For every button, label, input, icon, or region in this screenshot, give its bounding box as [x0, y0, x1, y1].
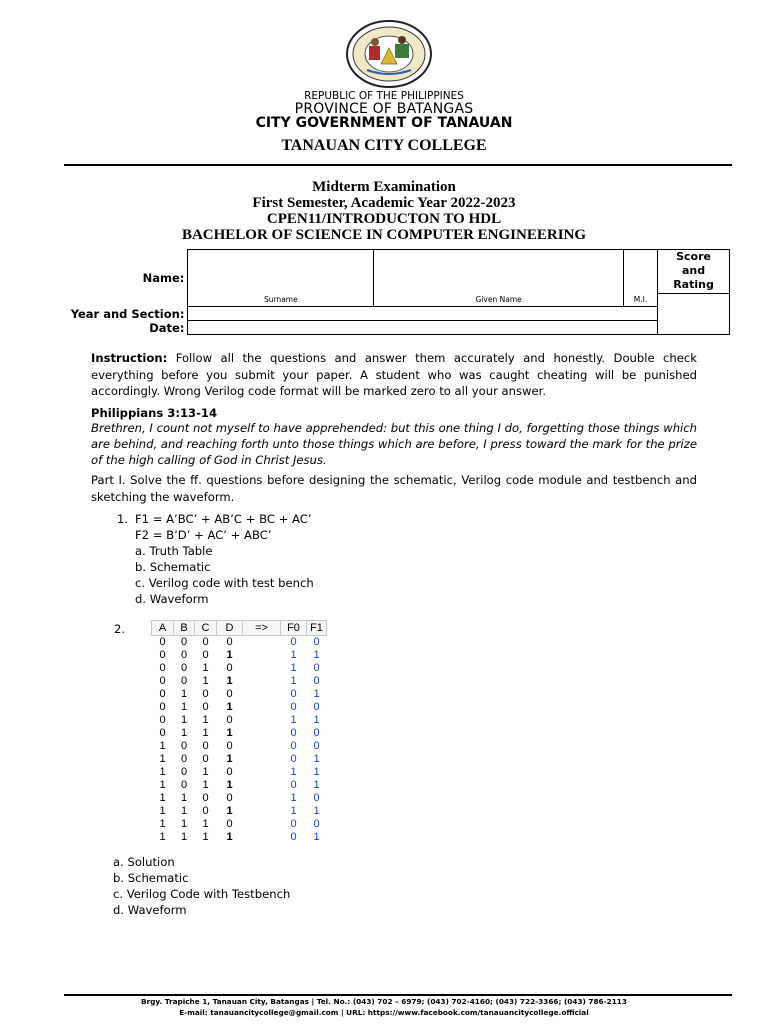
truth-table-cell: 1 [202, 714, 209, 726]
truth-table-cell: 1 [180, 792, 188, 804]
date-field[interactable] [188, 321, 658, 335]
course-title: CPEN11/INTRODUCTON TO HDL [266, 211, 502, 227]
truth-table-cell: 0 [159, 636, 166, 648]
truth-table-cell: 1 [180, 831, 188, 843]
truth-table-cell: 0 [180, 766, 188, 778]
truth-table-cell: 1 [180, 818, 188, 830]
truth-table-row [152, 675, 327, 688]
q1-f1-expression: F1 = A’BC’ + AB’C + BC + AC’ [135, 512, 312, 526]
truth-table-cell: 0 [159, 688, 166, 700]
q1-number: 1. [117, 512, 129, 526]
truth-table-cell: 0 [313, 792, 320, 804]
truth-table-cell: 0 [180, 675, 188, 687]
verse-text: Brethren, I count not myself to have apprehended: but this one thing I do, forgetting those things which are behind, and reaching forth unto those things which are before, I press toward the mark for the prize of the high calling of God in Christ Jesus. [91, 421, 697, 468]
truth-table-cell [243, 675, 281, 688]
truth-table-cell: 1 [313, 779, 320, 791]
truth-table-cell: 0 [180, 662, 188, 674]
score-label-3: Rating [673, 278, 714, 291]
truth-table-cell [243, 766, 281, 779]
truth-table-cell [243, 753, 281, 766]
truth-table-cell: 1 [313, 753, 320, 765]
q2-item-waveform: d. Waveform [113, 903, 187, 917]
truth-table-header: C [195, 621, 217, 636]
truth-table-header: B [174, 621, 195, 636]
province-line: PROVINCE OF BATANGAS [294, 101, 474, 117]
truth-table-cell: 1 [290, 766, 297, 778]
truth-table-cell: 0 [290, 727, 297, 739]
middle-initial-field[interactable] [624, 250, 658, 307]
truth-table-cell: 0 [180, 649, 188, 661]
truth-table-cell: 0 [290, 740, 297, 752]
truth-table-cell: 0 [290, 701, 297, 713]
college-name: TANAUAN CITY COLLEGE [281, 137, 487, 154]
truth-table-cell [243, 740, 281, 753]
truth-table-cell: 0 [226, 636, 233, 648]
truth-table-row [152, 792, 327, 805]
truth-table-cell: 1 [159, 818, 166, 830]
footer-email-url: E-mail: tanauancitycollege@gmail.com | URL: https://www.facebook.com/tanauancitycollege.official [179, 1008, 589, 1017]
truth-table-cell: 0 [290, 818, 297, 830]
truth-table-cell: 1 [226, 727, 233, 739]
truth-table-cell: 0 [180, 740, 188, 752]
truth-table-cell: 1 [313, 805, 320, 817]
truth-table-cell: 0 [313, 636, 320, 648]
truth-table-cell [243, 831, 281, 844]
truth-table-header: A [152, 621, 174, 636]
truth-table-cell: 0 [290, 688, 297, 700]
truth-table-cell [243, 792, 281, 805]
truth-table-cell: 1 [202, 675, 209, 687]
truth-table-cell: 1 [202, 779, 209, 791]
truth-table-cell: 0 [313, 662, 320, 674]
truth-table-cell: 0 [202, 740, 209, 752]
truth-table-cell: 1 [159, 792, 166, 804]
truth-table-cell: 1 [290, 805, 297, 817]
truth-table-cell: 1 [202, 818, 209, 830]
instruction-text: Follow all the questions and answer them accurately and honestly. Double check everything before you submit your paper. A student who was caught cheating will be punished accordingly. Wrong Verilog code format will be marked zero to all your answer. [91, 351, 698, 398]
date-label: Date: [149, 320, 185, 335]
truth-table-cell: 1 [202, 766, 209, 778]
truth-table-cell: 1 [226, 805, 233, 817]
truth-table-cell: 0 [159, 714, 166, 726]
q1-item-schematic: b. Schematic [135, 560, 211, 574]
truth-table-cell: 1 [159, 831, 166, 843]
truth-table-row [152, 727, 327, 740]
truth-table-cell: 1 [159, 753, 166, 765]
truth-table-cell: 1 [159, 779, 166, 791]
truth-table-cell: 0 [180, 636, 188, 648]
truth-table-cell: 0 [180, 753, 188, 765]
q2-number: 2. [114, 622, 126, 636]
truth-table-cell: 0 [202, 688, 209, 700]
part1-instructions: Part I. Solve the ff. questions before designing the schematic, Verilog code module and testbench and sketching the waveform. [91, 473, 697, 504]
truth-table-cell: 0 [313, 818, 320, 830]
truth-table-cell: 0 [313, 740, 320, 752]
truth-table-cell [243, 805, 281, 818]
truth-table-cell: 0 [159, 675, 166, 687]
truth-table-cell: 0 [226, 792, 233, 804]
truth-table-row [152, 818, 327, 831]
truth-table-cell: 1 [226, 779, 233, 791]
truth-table-cell: 0 [290, 779, 297, 791]
q1-f2-expression: F2 = B’D’ + AC’ + ABC’ [135, 528, 272, 542]
name-label: Name: [142, 271, 185, 285]
truth-table-row [152, 753, 327, 766]
truth-table-cell: 1 [226, 649, 233, 661]
truth-table-cell: 1 [159, 766, 166, 778]
score-and-rating-cell [658, 250, 730, 335]
verse-reference: Philippians 3:13-14 [91, 406, 218, 420]
truth-table-cell [243, 779, 281, 792]
student-info-table [58, 249, 730, 335]
truth-table-cell: 0 [313, 675, 320, 687]
truth-table-header: D [217, 621, 243, 636]
truth-table-cell: 0 [290, 636, 297, 648]
truth-table-cell: 1 [159, 740, 166, 752]
truth-table-cell: 1 [313, 714, 320, 726]
footer-contact: Brgy. Trapiche 1, Tanauan City, Batangas | Tel. No.: (043) 702 – 6979; (043) 702-4160; (043) 722-3366; (043) 786-2113 [141, 997, 627, 1006]
truth-table-cell: 1 [180, 714, 188, 726]
truth-table-row [152, 662, 327, 675]
year-section-label: Year and Section: [70, 306, 185, 321]
truth-table-cell: 1 [180, 805, 188, 817]
instruction-label: Instruction: [91, 351, 168, 365]
truth-table-cell: 1 [180, 727, 188, 739]
truth-table-row [152, 740, 327, 753]
given-name-field[interactable] [374, 250, 624, 307]
exam-semester: First Semester, Academic Year 2022-2023 [252, 195, 516, 211]
truth-table-cell: 1 [290, 714, 297, 726]
score-label-1: Score [676, 250, 711, 263]
year-section-field[interactable] [188, 307, 658, 321]
exam-title: Midterm Examination [312, 179, 456, 195]
q2-item-verilog: c. Verilog Code with Testbench [113, 887, 291, 901]
program-title: BACHELOR OF SCIENCE IN COMPUTER ENGINEERING [181, 227, 587, 243]
truth-table-cell: 0 [226, 740, 233, 752]
q1-item-verilog: c. Verilog code with test bench [135, 576, 314, 590]
header-divider [64, 164, 732, 166]
truth-table-header: => [243, 621, 281, 636]
truth-table-cell: 1 [180, 688, 188, 700]
given-name-caption: Given Name [475, 295, 522, 304]
truth-table-cell: 1 [226, 701, 233, 713]
instruction-paragraph [91, 350, 697, 400]
truth-table-cell: 0 [290, 831, 297, 843]
truth-table-cell: 0 [226, 818, 233, 830]
truth-table-cell [243, 818, 281, 831]
truth-table-cell [243, 701, 281, 714]
truth-table-cell: 0 [202, 649, 209, 661]
truth-table-cell [243, 636, 281, 650]
truth-table-cell: 0 [202, 701, 209, 713]
truth-table-cell: 1 [290, 675, 297, 687]
truth-table-row [152, 649, 327, 662]
city-government-line: CITY GOVERNMENT OF TANAUAN [255, 115, 513, 131]
truth-table-cell: 1 [313, 831, 320, 843]
truth-table-cell: 0 [159, 649, 166, 661]
q2-item-solution: a. Solution [113, 855, 175, 869]
truth-table-header: F0 [281, 621, 307, 636]
q1-item-truth-table: a. Truth Table [135, 544, 213, 558]
truth-table-cell: 1 [180, 701, 188, 713]
truth-table-row [152, 636, 327, 650]
truth-table-row [152, 766, 327, 779]
truth-table-cell: 0 [290, 753, 297, 765]
mi-caption: M.I. [633, 295, 648, 304]
truth-table-cell [243, 649, 281, 662]
republic-line: REPUBLIC OF THE PHILIPPINES [304, 90, 464, 102]
truth-table-cell: 0 [180, 779, 188, 791]
truth-table-cell: 1 [226, 753, 233, 765]
truth-table-cell: 1 [290, 649, 297, 661]
truth-table-cell: 0 [226, 766, 233, 778]
truth-table-cell: 1 [202, 727, 209, 739]
truth-table-cell: 1 [202, 831, 209, 843]
truth-table-cell: 1 [313, 766, 320, 778]
truth-table-cell: 1 [202, 662, 209, 674]
truth-table-cell [243, 662, 281, 675]
truth-table-cell [243, 727, 281, 740]
q1-item-waveform: d. Waveform [135, 592, 209, 606]
truth-table-header: F1 [307, 621, 327, 636]
truth-table-cell: 0 [202, 805, 209, 817]
truth-table-cell: 1 [226, 675, 233, 687]
truth-table-row [152, 779, 327, 792]
truth-table-cell: 0 [202, 636, 209, 648]
truth-table-cell: 1 [313, 649, 320, 661]
truth-table-cell [243, 714, 281, 727]
truth-table-cell: 0 [159, 662, 166, 674]
q2-truth-table [151, 620, 327, 844]
surname-caption: Surname [263, 295, 298, 304]
score-label-2: and [681, 264, 706, 277]
city-seal-logo [345, 20, 433, 88]
truth-table-cell: 0 [226, 714, 233, 726]
truth-table-cell: 0 [313, 701, 320, 713]
truth-table-cell: 1 [226, 831, 233, 843]
truth-table-row [152, 831, 327, 844]
truth-table-row [152, 714, 327, 727]
truth-table-cell: 1 [313, 688, 320, 700]
truth-table-cell: 1 [290, 792, 297, 804]
truth-table-cell: 0 [226, 662, 233, 674]
truth-table-cell: 0 [202, 753, 209, 765]
truth-table-cell: 0 [159, 701, 166, 713]
truth-table-cell: 0 [159, 727, 166, 739]
truth-table-row [152, 688, 327, 701]
truth-table-cell: 1 [159, 805, 166, 817]
truth-table-row [152, 805, 327, 818]
truth-table-cell: 0 [313, 727, 320, 739]
truth-table-cell [243, 688, 281, 701]
surname-field[interactable] [188, 250, 374, 307]
truth-table-cell: 0 [226, 688, 233, 700]
truth-table-cell: 1 [290, 662, 297, 674]
q2-item-schematic: b. Schematic [113, 871, 189, 885]
truth-table-cell: 0 [202, 792, 209, 804]
truth-table-row [152, 701, 327, 714]
